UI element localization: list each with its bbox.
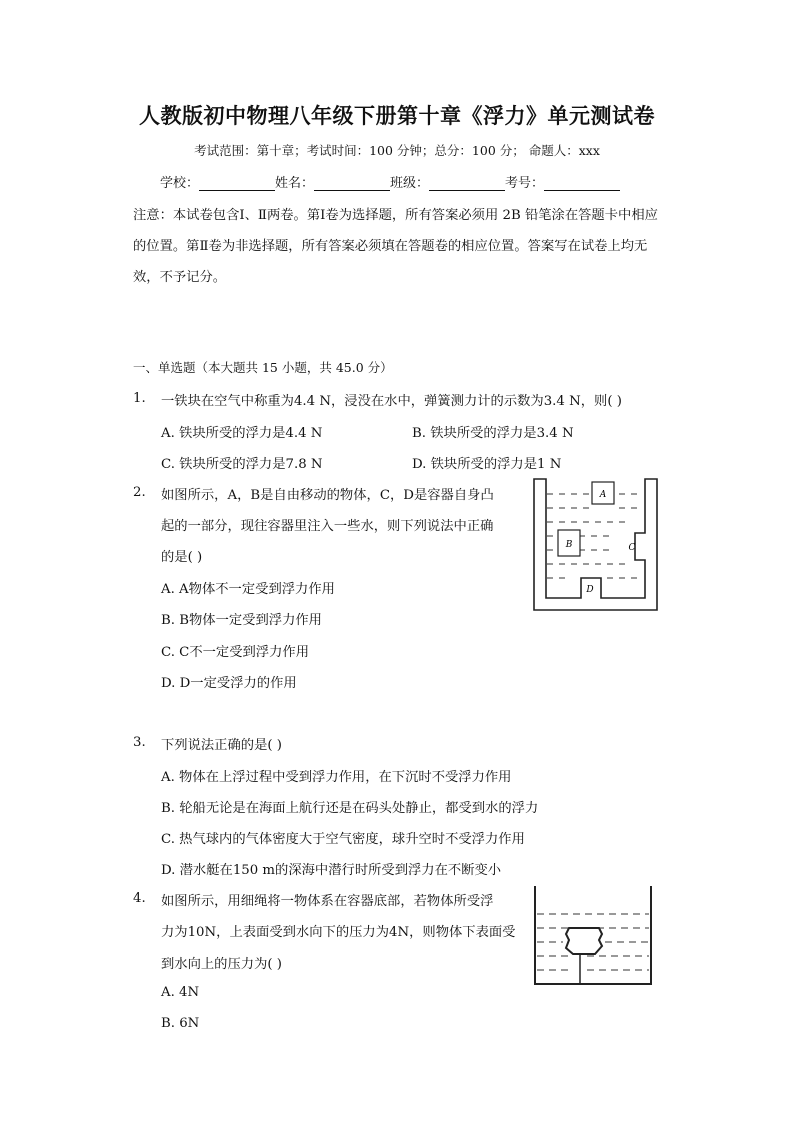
class-blank[interactable] [429,176,505,191]
label-a: A [599,490,607,500]
question-1-stem: 一铁块在空气中称重为4.4 N，浸没在水中，弹簧测力计的示数为3.4 N，则( ) [161,394,622,409]
name-label: 姓名： [275,176,315,191]
question-2-stem-line: 如图所示，A，B是自由移动的物体，C，D是容器自身凸 [161,488,494,503]
question-4-stem-line: 如图所示，用细绳将一物体系在容器底部，若物体所受浮 [161,894,494,909]
question-3-option-d[interactable]: D. 潜水艇在150 m的深海中潜行时所受到浮力在不断变小 [161,863,502,878]
class-label: 班级： [390,176,430,191]
floating-object [566,928,602,954]
label-d: D [586,585,594,595]
question-4-option-a[interactable]: A. 4N [161,985,200,1000]
question-2-option-d[interactable]: D. D一定受浮力的作用 [161,676,297,691]
question-4-stem-line: 力为10N，上表面受到水向下的压力为4N，则物体下表面受 [161,925,516,940]
page-title: 人教版初中物理八年级下册第十章《浮力》单元测试卷 [139,103,655,128]
question-1-option-c[interactable]: C. 铁块所受的浮力是7.8 N [161,457,323,472]
question-2-stem-line: 的是( ) [161,550,203,565]
question-1-number: 1. [133,391,146,406]
question-3-option-b[interactable]: B. 轮船无论是在海面上航行还是在码头处静止，都受到水的浮力 [161,801,539,816]
question-2-option-c[interactable]: C. C不一定受到浮力作用 [161,645,309,660]
number-blank[interactable] [544,176,620,191]
question-4-stem-line: 到水向上的压力为( ) [161,957,282,972]
question-4-option-b[interactable]: B. 6N [161,1016,200,1031]
student-info-row [160,172,620,191]
school-blank[interactable] [199,176,275,191]
question-3-option-c[interactable]: C. 热气球内的气体密度大于空气密度，球升空时不受浮力作用 [161,832,525,847]
question-2-number: 2. [133,485,146,500]
name-blank[interactable] [314,176,390,191]
question-2-stem-line: 起的一部分，现往容器里注入一些水，则下列说法中正确 [161,519,494,534]
question-2-option-a[interactable]: A. A物体不一定受到浮力作用 [161,582,335,597]
question-1-option-b[interactable]: B. 铁块所受的浮力是3.4 N [412,426,574,441]
question-3-stem: 下列说法正确的是( ) [161,738,282,753]
question-2-figure [533,478,658,611]
question-4-number: 4. [133,891,146,906]
section-title: 一、单选题（本大题共 15 小题，共 45.0 分） [133,360,393,375]
question-1-option-d[interactable]: D. 铁块所受的浮力是1 N [412,457,562,472]
label-b: B [565,540,573,550]
question-3-option-a[interactable]: A. 物体在上浮过程中受到浮力作用，在下沉时不受浮力作用 [161,770,512,785]
question-3-number: 3. [133,735,146,750]
school-label: 学校： [160,176,200,191]
question-1-option-a[interactable]: A. 铁块所受的浮力是4.4 N [161,426,323,441]
label-c: C [628,543,636,553]
number-label: 考号： [505,176,545,191]
exam-info: 考试范围：第十章；考试时间：100 分钟；总分：100 分； 命题人：xxx [194,143,600,158]
notice-text: 注意：本试卷包含Ⅰ、Ⅱ两卷。第Ⅰ卷为选择题，所有答案必须用 2B 铅笔涂在答题卡中相应的位置。第Ⅱ卷为非选择题，所有答案必须填在答题卷的相应位置。答案写在试卷上均无效，不予记分。 [133,208,658,285]
question-2-option-b[interactable]: B. B物体一定受到浮力作用 [161,613,322,628]
question-4-figure [533,884,653,986]
